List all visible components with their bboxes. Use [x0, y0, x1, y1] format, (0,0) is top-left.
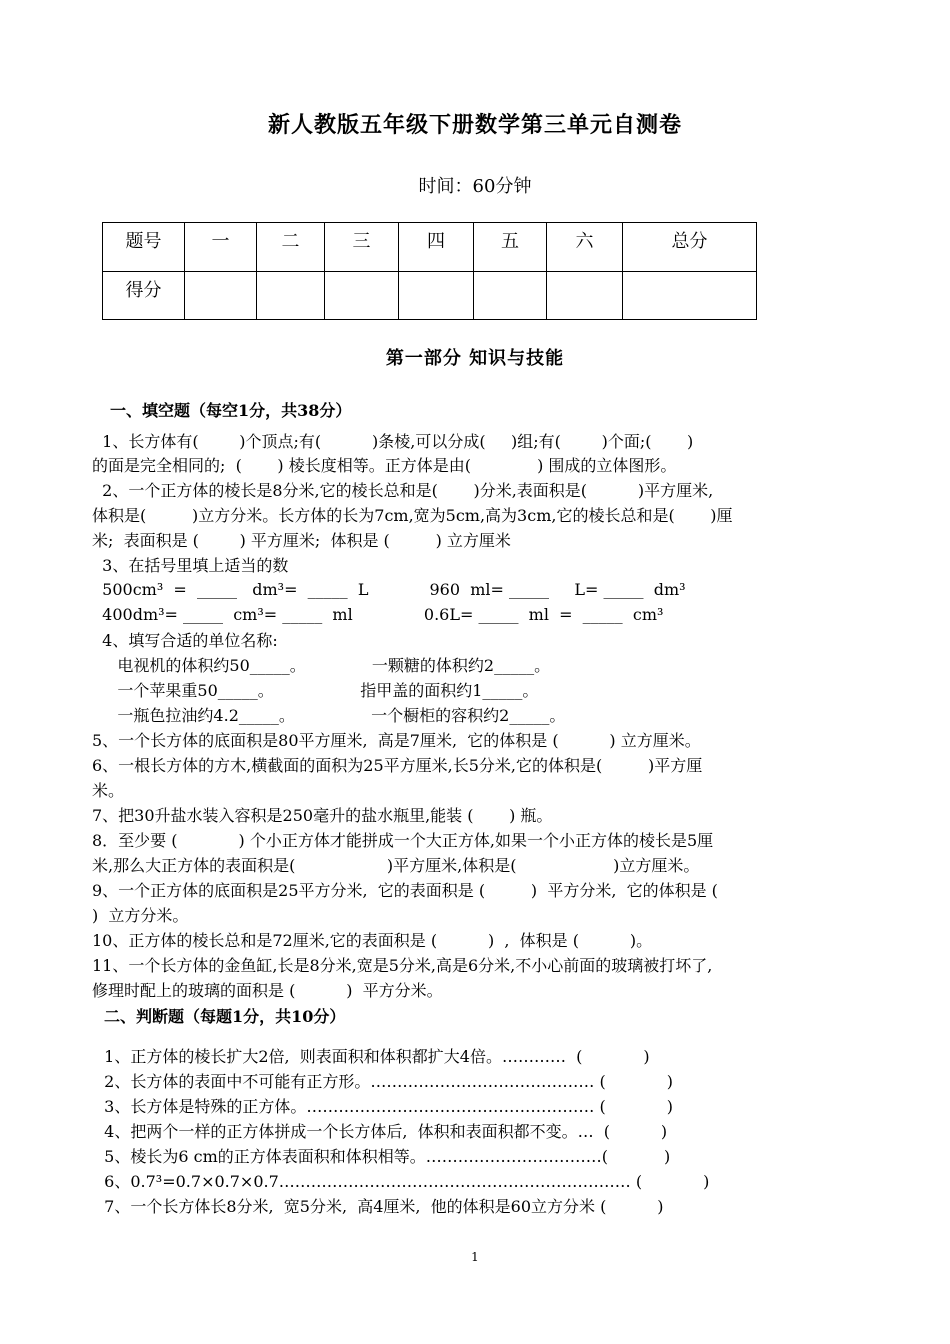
section1-heading: 一、填空题（每空1分，共38分） — [110, 401, 352, 420]
question-line: 米,那么大正方体的表面积是( )平方厘米,体积是( )立方厘米。 — [92, 856, 700, 875]
header-cell: 题号 — [103, 223, 185, 272]
question-line: 一个苹果重50_____。 指甲盖的面积约1_____。 — [92, 681, 539, 700]
header-cell: 二 — [257, 223, 325, 272]
question-line: 4、填写合适的单位名称: — [92, 631, 278, 650]
score-cell[interactable] — [547, 271, 623, 320]
header-cell: 六 — [547, 223, 623, 272]
question-line: 一瓶色拉油约4.2_____。 一个橱柜的容积约2_____。 — [92, 706, 566, 725]
header-cell: 总分 — [623, 223, 757, 272]
score-table — [102, 222, 757, 320]
question-line: 1、长方体有( )个顶点;有( )条棱,可以分成( )组;有( )个面;( ) — [92, 432, 694, 451]
score-cell[interactable] — [399, 271, 474, 320]
judgement-question-line: 7、一个长方体长8分米, 宽5分米, 高4厘米, 他的体积是60立方分米 ( ) — [94, 1197, 664, 1216]
page-number: 1 — [471, 1250, 479, 1264]
question-line: 米。 — [92, 781, 125, 800]
question-line: 米; 表面积是 ( ) 平方厘米; 体积是 ( ) 立方厘米 — [92, 531, 511, 550]
question-line: 6、一根长方体的方木,横截面的面积为25平方厘米,长5分米,它的体积是( )平方厘 — [92, 756, 703, 775]
score-cell[interactable] — [623, 271, 757, 320]
judgement-question-line: 2、长方体的表面中不可能有正方形。…………………………………… ( ) — [94, 1072, 673, 1091]
score-table-header-row — [103, 223, 757, 272]
time-limit: 时间：60分钟 — [418, 176, 532, 197]
score-cell[interactable] — [257, 271, 325, 320]
question-line: 8．至少要 ( ) 个小正方体才能拼成一个大正方体,如果一个小正方体的棱长是5厘 — [92, 831, 714, 850]
header-cell: 五 — [474, 223, 547, 272]
row-label-cell: 得分 — [103, 271, 185, 320]
part-title: 第一部分 知识与技能 — [385, 348, 565, 369]
question-line: 9、一个正方体的底面积是25平方分米, 它的表面积是 ( ) 平方分米, 它的体积是 ( — [92, 881, 718, 900]
question-line: 体积是( )立方分米。长方体的长为7cm,宽为5cm,高为3cm,它的棱长总和是( )厘 — [92, 506, 733, 525]
question-line: 修理时配上的玻璃的面积是 ( ) 平方分米。 — [92, 981, 443, 1000]
page-title: 新人教版五年级下册数学第三单元自测卷 — [267, 112, 682, 138]
question-line: 5、一个长方体的底面积是80平方厘米, 高是7厘米, 它的体积是 ( ) 立方厘米。 — [92, 731, 701, 750]
score-cell[interactable] — [325, 271, 399, 320]
question-line: 400dm³= _____ cm³= _____ ml 0.6L= _____ ml = _____ cm³ — [92, 605, 664, 624]
header-cell: 一 — [185, 223, 257, 272]
question-line: 500cm³ = _____ dm³= _____ L 960 ml= _____ L= _____ dm³ — [92, 580, 686, 599]
question-line: ) 立方分米。 — [92, 906, 189, 925]
question-line: 的面是完全相同的; ( ) 棱长度相等。正方体是由( ) 围成的立体图形。 — [92, 456, 677, 475]
score-cell[interactable] — [474, 271, 547, 320]
judgement-question-line: 6、0.7³=0.7×0.7×0.7………………………………………………………… ( ) — [94, 1172, 710, 1191]
section2-heading: 二、判断题（每题1分，共10分） — [104, 1007, 346, 1026]
score-cell[interactable] — [185, 271, 257, 320]
judgement-question-line: 4、把两个一样的正方体拼成一个长方体后, 体积和表面积都不变。… ( ) — [94, 1122, 668, 1141]
question-line: 电视机的体积约50_____。 一颗糖的体积约2_____。 — [92, 656, 551, 675]
header-cell: 三 — [325, 223, 399, 272]
question-line: 2、一个正方体的棱长是8分米,它的棱长总和是( )分米,表面积是( )平方厘米, — [92, 481, 714, 500]
judgement-question-line: 5、棱长为6 cm的正方体表面积和体积相等。……………………………( ) — [94, 1147, 671, 1166]
question-line: 3、在括号里填上适当的数 — [92, 556, 289, 575]
question-line: 7、把30升盐水装入容积是250毫升的盐水瓶里,能装 ( ) 瓶。 — [92, 806, 553, 825]
judgement-question-line: 3、长方体是特殊的正方体。……………………………………………… ( ) — [94, 1097, 673, 1116]
judgement-question-line: 1、正方体的棱长扩大2倍, 则表面积和体积都扩大4倍。………… ( ) — [94, 1047, 650, 1066]
question-line: 11、一个长方体的金鱼缸,长是8分米,宽是5分米,高是6分米,不小心前面的玻璃被打坏了, — [92, 956, 713, 975]
question-line: 10、正方体的棱长总和是72厘米,它的表面积是 ( ) , 体积是 ( )。 — [92, 931, 653, 950]
header-cell: 四 — [399, 223, 474, 272]
score-table-score-row — [103, 271, 757, 320]
